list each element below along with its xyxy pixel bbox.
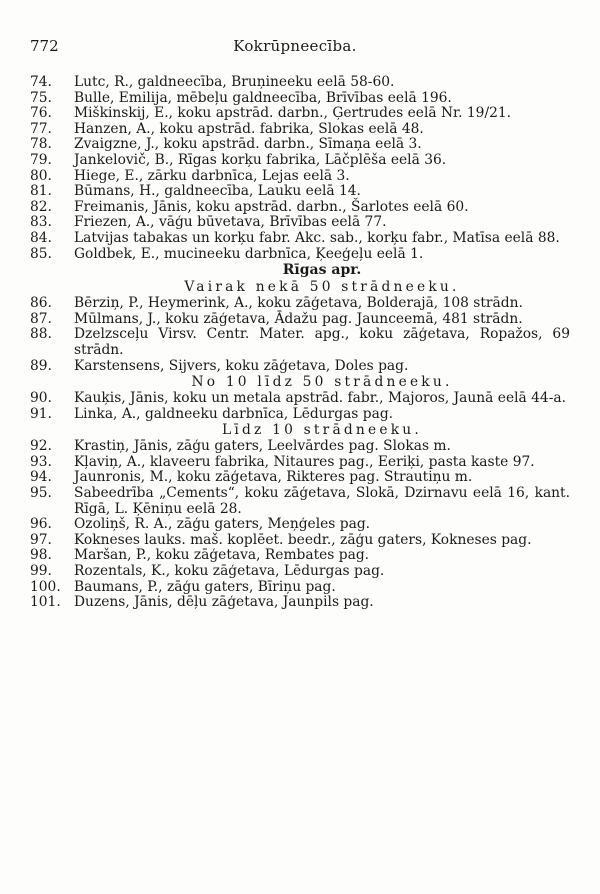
entry-number: 98. [30, 547, 52, 564]
entry-number: 100. [30, 578, 61, 595]
entry-text: Hiege, E., zārku darbnīca, Lejas eelā 3. [74, 167, 350, 184]
entry-number: 79. [30, 151, 52, 168]
entry-text: Freimanis, Jānis, koku apstrād. darbn., Šarlotes eelā 60. [74, 198, 469, 215]
list-entry [30, 486, 570, 517]
entry-text: Jankelovič, B., Rīgas korķu fabrika, Lāčplēša eelā 36. [74, 151, 447, 168]
list-entry [30, 169, 570, 185]
list-entry [30, 595, 570, 611]
entry-number: 94. [30, 469, 52, 486]
entry-text: Bērziņ, P., Heymerink, A., koku zāģetava, Bolderajā, 108 strādn. [74, 295, 523, 312]
list-entry [30, 564, 570, 580]
entry-text: Rozentals, K., koku zāģetava, Lēdurgas pag. [74, 563, 385, 580]
list-entry [30, 312, 570, 328]
entry-text: Krastiņ, Jānis, zāģu gaters, Leelvārdes pag. Slokas m. [74, 438, 451, 455]
entry-number: 96. [30, 516, 52, 533]
entry-text: Latvijas tabakas un korķu fabr. Akc. sab., korķu fabr., Matīsa eelā 88. [74, 229, 560, 246]
list-entry [30, 296, 570, 312]
entry-text: Bulle, Emilija, mēbeļu galdneecība, Brīvības eelā 196. [74, 89, 452, 106]
list-entry [30, 439, 570, 455]
list-entry [30, 407, 570, 423]
entry-text: Duzens, Jānis, dēļu zāģetava, Jaunpils pag. [74, 594, 374, 611]
list-entry [30, 391, 570, 407]
entry-number: 101. [30, 594, 61, 611]
section-subheading: Vairak nekā 50 strādneeku. [184, 279, 460, 296]
entry-number: 95. [30, 485, 52, 502]
entry-number: 80. [30, 167, 52, 184]
entry-number: 78. [30, 136, 52, 153]
entry-text: Maršan, P., koku zāģetava, Rembates pag. [74, 547, 370, 564]
list-entry [30, 153, 570, 169]
entry-number: 76. [30, 105, 52, 122]
entry-number: 99. [30, 563, 52, 580]
page-header [30, 37, 560, 59]
entry-text: Ozoliņš, R. A., zāģu gaters, Meņģeles pag. [74, 516, 371, 533]
entry-text: Linka, A., galdneeku darbnīca, Lēdurgas pag. [74, 405, 394, 422]
entry-text: Friezen, A., vāģu būvetava, Brīvības eelā 77. [74, 214, 387, 231]
entry-number: 85. [30, 245, 52, 262]
list-entry [30, 215, 570, 231]
page-title: Kokrūpneecība. [233, 37, 357, 55]
entry-text: Kļaviņ, A., klaveeru fabrika, Nitaures pag., Eeriķi, pasta kaste 97. [74, 453, 535, 470]
list-entry [30, 91, 570, 107]
entry-number: 97. [30, 531, 52, 548]
entry-number: 84. [30, 229, 52, 246]
entry-number: 88. [30, 326, 52, 343]
list-entry [30, 231, 570, 247]
entry-text: Mūlmans, J., koku zāģetava, Ādažu pag. Jaunceemā, 481 strādn. [74, 310, 523, 327]
section-heading: Rīgas apr. [282, 262, 362, 279]
entry-text: Kokneses lauks. maš. koplēet. beedr., zāģu gaters, Kokneses pag. [74, 531, 532, 548]
entry-number: 92. [30, 438, 52, 455]
entry-number: 74. [30, 74, 52, 90]
list-entry [30, 184, 570, 200]
entry-text: Miškinskij, E., koku apstrād. darbn., Ģertrudes eelā Nr. 19/21. [74, 105, 512, 122]
directory-list [30, 75, 570, 611]
entry-text: Kauķis, Jānis, koku un metala apstrād. fabr., Majoros, Jaunā eelā 44-a. [74, 390, 566, 407]
entry-text: Goldbek, E., mucineeku darbnīca, Ķeeģeļu eelā 1. [74, 245, 424, 262]
page-number: 772 [30, 37, 59, 55]
list-entry [30, 359, 570, 375]
list-entry [30, 137, 570, 153]
section-subheading: No 10 līdz 50 strādneeku. [191, 374, 453, 391]
entry-text: Sabeedrība „Cements“, koku zāģetava, Slokā, Dzirnavu eelā 16, kant. Rīgā, L. Ķēniņu eelā 28. [74, 485, 570, 517]
entry-number: 83. [30, 214, 52, 231]
list-entry [30, 517, 570, 533]
entry-number: 89. [30, 357, 52, 374]
entry-text: Zvaigzne, J., koku apstrād. darbn., Sīmaņa eelā 3. [74, 136, 422, 153]
entry-text: Būmans, H., galdneecība, Lauku eelā 14. [74, 183, 361, 200]
entry-number: 87. [30, 310, 52, 327]
list-entry [30, 106, 570, 122]
list-entry [30, 455, 570, 471]
section-subheading: Līdz 10 strādneeku. [222, 422, 422, 439]
entry-text: Karstensens, Sijvers, koku zāģetava, Doles pag. [74, 357, 409, 374]
entry-number: 75. [30, 89, 52, 106]
entry-number: 86. [30, 295, 52, 312]
entry-number: 82. [30, 198, 52, 215]
list-entry [30, 580, 570, 596]
entry-text: Baumans, P., zāģu gaters, Bīriņu pag. [74, 578, 336, 595]
entry-text: Jaunronis, M., koku zāģetava, Rikteres pag. Strautiņu m. [74, 469, 473, 486]
list-entry [30, 533, 570, 549]
entry-text: Dzelzsceļu Virsv. Centr. Mater. apg., koku zāģetava, Ropažos, 69 strādn. [74, 326, 570, 358]
list-entry [30, 200, 570, 216]
list-entry [30, 470, 570, 486]
entry-number: 77. [30, 120, 52, 137]
entry-text: Lutc, R., galdneecība, Bruņineeku eelā 58-60. [74, 74, 395, 90]
list-entry [30, 247, 570, 263]
entry-text: Hanzen, A., koku apstrād. fabrika, Slokas eelā 48. [74, 120, 424, 137]
list-entry [30, 122, 570, 138]
list-entry [30, 327, 570, 358]
entry-number: 91. [30, 405, 52, 422]
entry-number: 90. [30, 390, 52, 407]
list-entry [30, 75, 570, 91]
entry-number: 93. [30, 453, 52, 470]
entry-number: 81. [30, 183, 52, 200]
list-entry [30, 548, 570, 564]
